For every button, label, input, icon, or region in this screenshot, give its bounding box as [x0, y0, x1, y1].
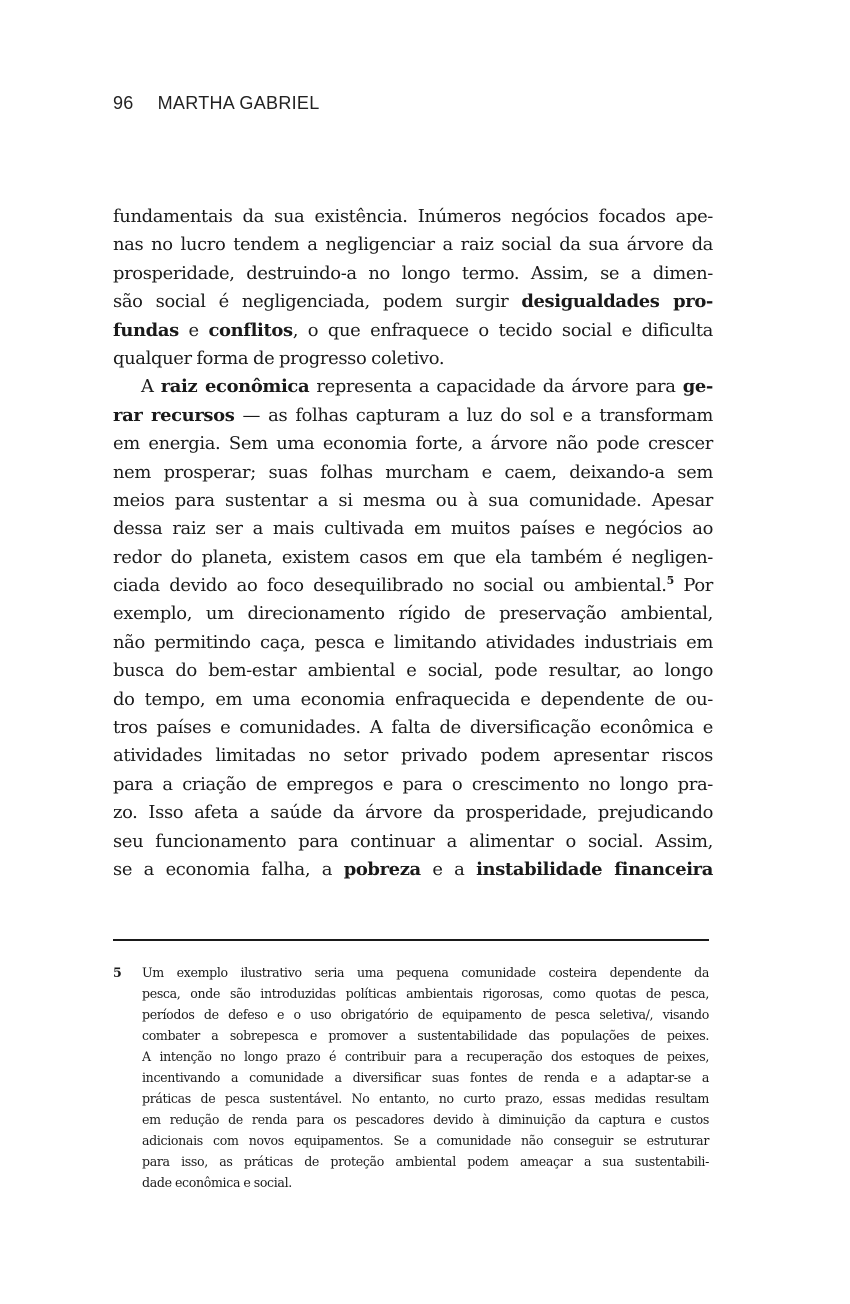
text-line: tros países e comunidades. A falta de diversificação econômica e — [113, 717, 713, 739]
text-line: A raiz econômica representa a capacidade da árvore para ge- — [141, 376, 713, 398]
footnote-line: Um exemplo ilustrativo seria uma pequena comunidade costeira dependente da — [142, 965, 709, 980]
text-line: exemplo, um direcionamento rígido de preservação ambiental, — [113, 603, 713, 625]
text-line: para a criação de empregos e para o crescimento no longo pra- — [113, 773, 713, 795]
emphasis: rar recursos — [113, 404, 235, 426]
text-line: seu funcionamento para continuar a alimentar o social. Assim, — [113, 830, 713, 852]
running-head — [113, 93, 320, 114]
text-line: redor do planeta, existem casos em que ela também é negligen- — [113, 546, 713, 568]
footnote-line: períodos de defeso e o uso obrigatório de equipamento de pesca seletiva/, visando — [142, 1007, 709, 1022]
text-line: ciada devido ao foco desequilibrado no social ou ambiental.$^5$ Por — [113, 574, 713, 597]
text-line: nem prosperar; suas folhas murcham e caem, deixando-a sem — [113, 461, 713, 483]
text-line: se a economia falha, a pobreza e a instabilidade financeira — [113, 858, 713, 880]
footnote-number: 5 — [113, 965, 122, 980]
text-line: prosperidade, destruindo-a no longo termo. Assim, se a dimen- — [113, 262, 713, 284]
footnote-line: combater a sobrepesca e promover a sustentabilidade das populações de peixes. — [142, 1028, 709, 1043]
footnote-line: incentivando a comunidade a diversificar suas fontes de renda e a adaptar-se a — [142, 1070, 709, 1085]
footnote — [113, 962, 709, 1193]
emphasis: desigualdades pro- — [521, 291, 713, 313]
text-line: em energia. Sem uma economia forte, a árvore não pode crescer — [113, 433, 713, 455]
body-text — [113, 203, 713, 884]
emphasis: fundas — [113, 319, 179, 341]
footnote-line: pesca, onde são introduzidas políticas ambientais rigorosas, como quotas de pesca, — [142, 986, 709, 1001]
page-number: 96 — [113, 93, 134, 113]
footnote-line: para isso, as práticas de proteção ambiental podem ameaçar a sua sustentabili- — [142, 1154, 709, 1169]
emphasis: pobreza — [343, 858, 421, 880]
text-line: nas no lucro tendem a negligenciar a raiz social da sua árvore da — [113, 234, 713, 256]
text-line: meios para sustentar a si mesma ou à sua comunidade. Apesar — [113, 489, 713, 511]
text-line: rar recursos — as folhas capturam a luz do sol e a transformam — [113, 404, 713, 426]
emphasis: raiz econômica — [160, 376, 310, 398]
text-line: fundas e conflitos, o que enfraquece o tecido social e dificulta — [113, 319, 713, 341]
footnote-divider — [113, 939, 709, 941]
text-line: são social é negligenciada, podem surgir desigualdades pro- — [113, 291, 713, 313]
text-line: fundamentais da sua existência. Inúmeros negócios focados ape- — [113, 206, 713, 227]
footnote-line: adicionais com novos equipamentos. Se a comunidade não conseguir se estruturar — [142, 1133, 709, 1148]
author-name: MARTHA GABRIEL — [157, 93, 320, 113]
text-line: atividades limitadas no setor privado podem apresentar riscos — [113, 745, 713, 767]
footnote-line: práticas de pesca sustentável. No entanto, no curto prazo, essas medidas resultam — [142, 1091, 709, 1106]
text-line: qualquer forma de progresso coletivo. — [113, 347, 445, 369]
emphasis: conflitos — [208, 319, 293, 341]
text-line: dessa raiz ser a mais cultivada em muitos países e negócios ao — [113, 518, 713, 540]
emphasis: ge- — [682, 376, 713, 398]
footnote-body — [142, 962, 709, 1193]
footnote-line: em redução de renda para os pescadores devido à diminuição da captura e custos — [142, 1112, 709, 1127]
text-line: zo. Isso afeta a saúde da árvore da prosperidade, prejudicando — [113, 802, 713, 824]
text-line: do tempo, em uma economia enfraquecida e dependente de ou- — [113, 688, 713, 710]
emphasis: instabilidade financeira — [476, 858, 713, 880]
footnote-line: dade econômica e social. — [142, 1175, 292, 1190]
text-line: busca do bem-estar ambiental e social, pode resultar, ao longo — [113, 660, 713, 682]
footnote-line: A intenção no longo prazo é contribuir para a recuperação dos estoques de peixes, — [142, 1049, 709, 1064]
footnote-reference[interactable]: 5 — [666, 574, 674, 588]
text-line: não permitindo caça, pesca e limitando atividades industriais em — [113, 631, 713, 653]
